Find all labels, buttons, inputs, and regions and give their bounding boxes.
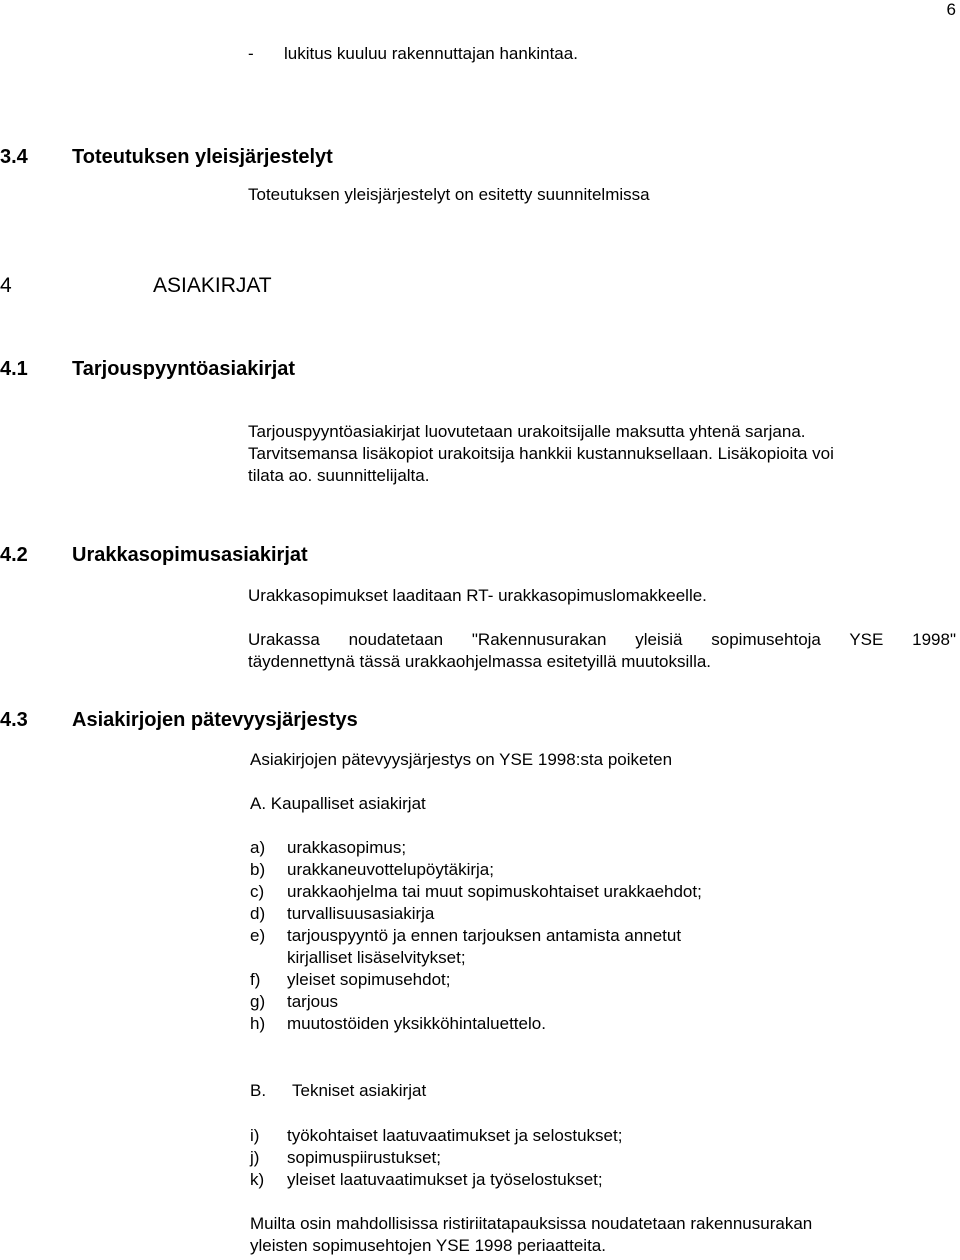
list-item-label: g) (250, 992, 266, 1011)
intro-bullet-dash: - (248, 44, 254, 63)
page-number: 6 (946, 0, 956, 19)
paragraph-line: tilata ao. suunnittelijalta. (248, 466, 430, 485)
group-a-list (250, 837, 702, 1035)
list-item (250, 969, 466, 991)
list-item (250, 925, 682, 947)
section-title: Asiakirjojen pätevyysjärjestys (72, 709, 358, 731)
section-number: 4 (0, 274, 12, 297)
section-4-2-paragraph-2 (248, 629, 956, 673)
paragraph-line: Tarjouspyyntöasiakirjat luovutetaan urakoitsijalle maksutta yhtenä sarjana. (248, 422, 806, 441)
list-item (250, 881, 702, 903)
list-item-text: urakkasopimus; (287, 838, 407, 857)
section-number: 4.1 (0, 358, 28, 380)
paragraph-line: yleisten sopimusehtojen YSE 1998 periaatteita. (250, 1236, 606, 1255)
list-item-text: turvallisuusasiakirja (287, 904, 435, 923)
list-item-text: urakkaneuvottelupöytäkirja; (287, 860, 494, 879)
group-b-title: Tekniset asiakirjat (292, 1081, 427, 1100)
paragraph-line: täydennettynä tässä urakkaohjelmassa esitetyillä muutoksilla. (248, 652, 712, 671)
list-item-label: d) (250, 904, 266, 923)
list-item (250, 903, 466, 925)
list-item-label: c) (250, 882, 265, 901)
list-item-text: muutostöiden yksikköhintaluettelo. (287, 1014, 546, 1033)
section-title: ASIAKIRJAT (153, 274, 272, 297)
paragraph-line: Tarvitsemansa lisäkopiot urakoitsija hankkii kustannuksellaan. Lisäkopioita voi (248, 444, 834, 463)
list-item (250, 991, 466, 1013)
list-item-label: j) (250, 1148, 260, 1167)
list-item-text: urakkaohjelma tai muut sopimuskohtaiset urakkaehdot; (287, 882, 702, 901)
intro-bullet-text: lukitus kuuluu rakennuttajan hankintaa. (284, 44, 578, 63)
section-number: 3.4 (0, 146, 28, 168)
section-4-2-paragraph-1: Urakkasopimukset laaditaan RT- urakkasopimuslomakkeelle. (248, 586, 707, 605)
section-title: Urakkasopimusasiakirjat (72, 544, 308, 566)
section-3-4-body: Toteutuksen yleisjärjestelyt on esitetty suunnitelmissa (248, 185, 650, 204)
list-item-text: työkohtaiset laatuvaatimukset ja selostukset; (287, 1126, 623, 1145)
section-number: 4.2 (0, 544, 28, 566)
list-item-text: sopimuspiirustukset; (287, 1148, 442, 1167)
list-item (250, 837, 466, 859)
list-item (250, 859, 494, 881)
list-item-label: b) (250, 860, 266, 879)
list-item-label: a) (250, 838, 266, 857)
closing-paragraph (250, 1213, 812, 1257)
list-item-label: e) (250, 926, 266, 945)
list-item-label: k) (250, 1170, 265, 1189)
section-title: Tarjouspyyntöasiakirjat (72, 358, 296, 380)
list-item-continuation: kirjalliset lisäselvitykset; (287, 948, 466, 967)
section-4-1-paragraph (248, 421, 956, 487)
paragraph-line: Urakassa noudatetaan "Rakennusurakan yleisiä sopimusehtoja YSE 1998" (248, 630, 956, 649)
list-item-label: i) (250, 1126, 260, 1145)
list-item-text: yleiset laatuvaatimukset ja työselostukset; (287, 1170, 603, 1189)
list-item (250, 1013, 546, 1035)
list-item-text: tarjouspyyntö ja ennen tarjouksen antamista annetut (287, 926, 682, 945)
group-a-title: A. Kaupalliset asiakirjat (250, 794, 426, 813)
section-number: 4.3 (0, 709, 28, 731)
group-b-label: B. (250, 1081, 267, 1100)
section-title: Toteutuksen yleisjärjestelyt (72, 146, 333, 168)
list-item-text: tarjous (287, 992, 339, 1011)
section-4-3-intro: Asiakirjojen pätevyysjärjestys on YSE 1998:sta poiketen (250, 750, 673, 769)
list-item-label: f) (250, 970, 261, 989)
list-item-text: yleiset sopimusehdot; (287, 970, 451, 989)
list-item-label: h) (250, 1014, 266, 1033)
paragraph-line: Muilta osin mahdollisissa ristiriitatapauksissa noudatetaan rakennusurakan (250, 1214, 813, 1233)
